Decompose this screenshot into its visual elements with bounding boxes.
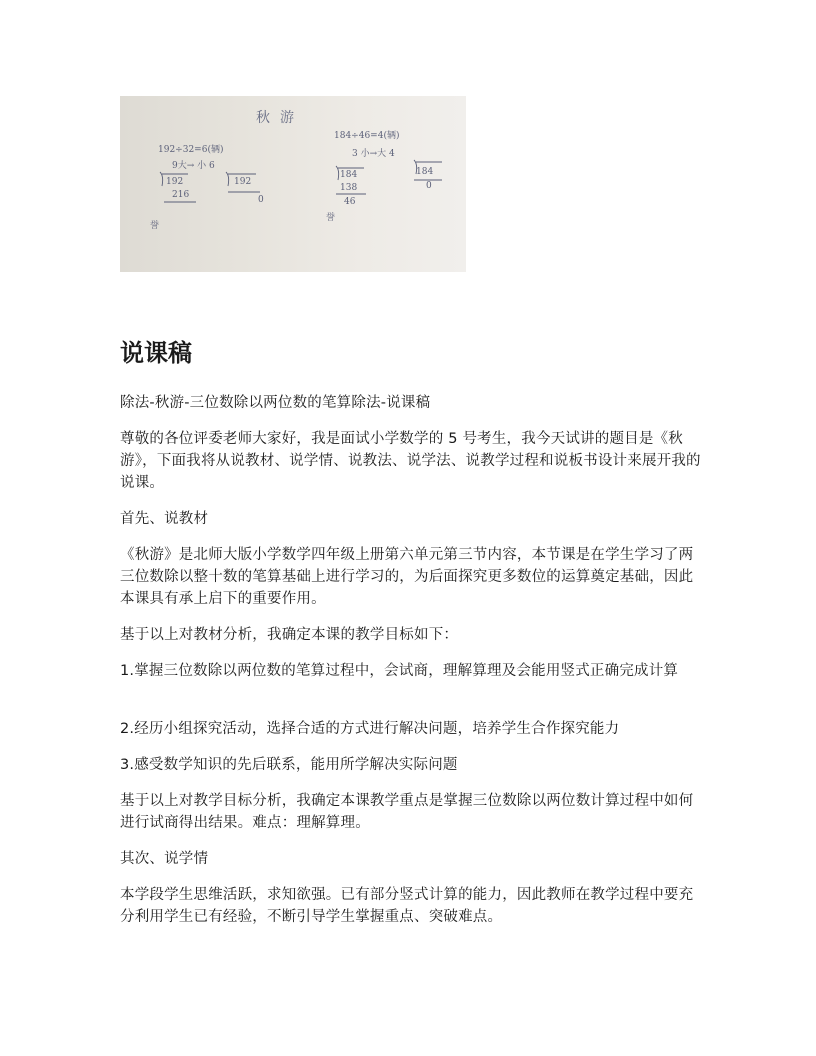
- left-calc-1: 192: [166, 177, 184, 187]
- photo-equation-right: 184÷46=4(辆): [334, 131, 400, 141]
- left-dividend-top: 9大→ 小 6: [172, 161, 215, 171]
- section-heading-students: 其次、说学情: [120, 851, 209, 867]
- right-calc-4: 184: [416, 167, 434, 177]
- goals-intro: 基于以上对教材分析，我确定本课的教学目标如下：: [120, 627, 459, 643]
- left-mark: 誉: [150, 221, 160, 231]
- section-heading-textbook: 首先、说教材: [120, 511, 209, 527]
- key-points-paragraph: 基于以上对教学目标分析，我确定本课教学重点是掌握三位数除以两位数计算过程中如何进行试商得出结果。难点：理解算理。: [120, 793, 694, 831]
- goal-item-1: 1.掌握三位数除以两位数的笔算过程中，会试商，理解算理及会能用竖式正确完成计算: [120, 663, 679, 679]
- handwritten-math-photo: [120, 96, 466, 272]
- right-calc-2: 138: [340, 183, 358, 193]
- left-calc-2: 216: [172, 190, 190, 200]
- photo-equation-left: 192÷32=6(辆): [158, 145, 224, 155]
- right-calc-5: 0: [426, 181, 432, 191]
- goal-item-3: 3.感受数学知识的先后联系，能用所学解决实际问题: [120, 757, 458, 773]
- page-title: 说课稿: [120, 339, 192, 367]
- doc-subtitle: 除法-秋游-三位数除以两位数的笔算除法-说课稿: [120, 395, 431, 411]
- left-calc-3: 192: [234, 177, 252, 187]
- right-calc-1: 184: [340, 170, 358, 180]
- goal-item-2: 2.经历小组探究活动，选择合适的方式进行解决问题，培养学生合作探究能力: [120, 721, 620, 737]
- right-mark: 誉: [326, 213, 336, 223]
- intro-paragraph: 尊敬的各位评委老师大家好，我是面试小学数学的 5 号考生，我今天试讲的题目是《秋游》，下面我将从说教材、说学情、说教法、说学法、说教学过程和说板书设计来展开我的说课。: [120, 431, 701, 491]
- students-paragraph: 本学段学生思维活跃，求知欲强。已有部分竖式计算的能力，因此教师在教学过程中要充分利用学生已有经验，不断引导学生掌握重点、突破难点。: [120, 887, 694, 925]
- right-quotient-note: 3 小→大 4: [352, 149, 395, 159]
- photo-title: 秋游: [256, 110, 304, 126]
- left-calc-4: 0: [258, 195, 264, 205]
- handwriting-sketch: [120, 96, 466, 272]
- right-calc-3: 46: [344, 197, 356, 207]
- textbook-paragraph: 《秋游》是北师大版小学数学四年级上册第六单元第三节内容，本节课是在学生学习了两三位数除以整十数的笔算基础上进行学习的，为后面探究更多数位的运算奠定基础，因此本课具有承上启下的重要作用。: [120, 547, 694, 607]
